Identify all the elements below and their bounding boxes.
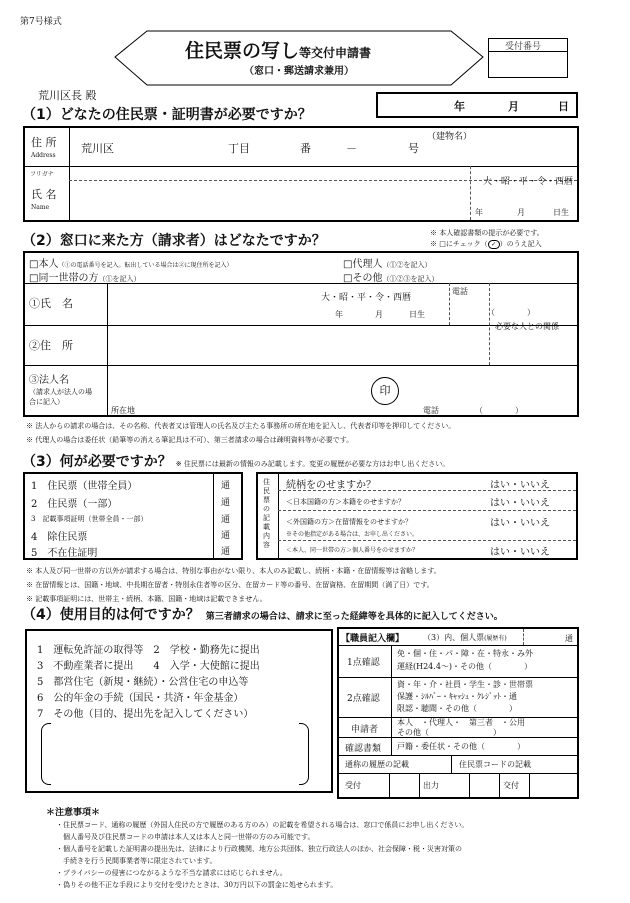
q-relationship: 続柄をのせますか？	[286, 480, 376, 491]
confirm-docs-value: 戸籍・委任状・その他（ ）	[397, 742, 525, 751]
item-1: 1 住民票（世帯全員）	[31, 481, 138, 492]
section-4-heading: （4）使用目的は何ですか？ 第三者請求の場合は、請求に至った経緯等を具体的に記入してください。	[22, 607, 503, 623]
check-other[interactable]: □その他（①②③を記入）	[343, 273, 439, 284]
date-year: 年	[454, 100, 465, 113]
q-residence-note: ※その他指定がある場合は、お申し出ください。	[286, 531, 419, 538]
note-line-5: ・プライバシーの侵害につながるような不当な請求には応じられません。	[56, 869, 287, 877]
staff-box	[337, 627, 579, 799]
section-2-box	[23, 251, 579, 417]
reception-label: 受付	[345, 781, 361, 790]
one-point-docs-2: 運経(H24.4～)・その他（ ）	[397, 662, 533, 671]
delivery-label: 交付	[503, 781, 519, 790]
check-household[interactable]: □同一世帯の方（①を記入）	[29, 273, 141, 284]
item-4: 4 除住民票	[31, 532, 88, 543]
yn-domicile[interactable]: はい・いいえ	[490, 498, 550, 509]
birth-day: 日生	[553, 208, 569, 217]
applicant-phone-paren: （ ）	[487, 308, 535, 317]
check-mark-icon: ✓	[488, 240, 500, 249]
note-agent: ※ 代理人の場合は委任状（鉛筆等の消える筆記具は不可）、第三者請求の場合は疎明資料等が必要です。	[26, 436, 354, 444]
receipt-label: 受付番号	[505, 42, 542, 52]
staff-mynumber: （3）内、個人票(履歴有)	[423, 633, 507, 642]
contents-side-label: 住民票の記載内容	[263, 478, 270, 549]
unit-3: 通	[221, 515, 231, 525]
purpose-6: 6 公的年金の手続（国民・共済・年金基金）	[37, 693, 244, 704]
applicant-month: 月	[375, 310, 383, 319]
two-point-docs-2: 保護・ｼﾙﾊﾞｰ・ｷｬｯｼｭ・ｸﾚｼﾞｯﾄ・通	[397, 692, 517, 701]
applicant-name-label: ①氏 名	[29, 297, 73, 310]
corp-name-label: ③法人名	[29, 375, 69, 386]
title-sub: 等交付申請書	[299, 46, 372, 60]
note-b: ※ 在留情報とは、国籍・地域、中長期在留者・特別永住者等の区分、在留カード等の番号、在留資格、在留期間（満了日）です。	[26, 581, 434, 589]
address-label: 住 所	[31, 136, 57, 149]
receipt-box	[488, 38, 568, 78]
form-number: 第7号様式	[20, 17, 62, 27]
section-1-heading: （1）どなたの住民票・証明書が必要ですか？	[22, 107, 312, 123]
staff-unit: 通	[565, 634, 573, 643]
item-3: 3 記載事項証明（世帯全員・一部）	[31, 515, 148, 523]
birth-year: 年	[475, 208, 483, 217]
go-label: 号	[408, 142, 419, 155]
purpose-7: 7 その他（目的、提出先を記入してください）	[37, 709, 254, 720]
note-line-6: ・偽りその他不正な手段により交付を受けたときは、30万円以下の罰金に処せられます。	[56, 881, 338, 889]
two-point-docs-1: 資・年・介・社員・学生・診・世帯票	[397, 680, 533, 689]
q-mynumber: ＜本人、同一世帯の方＞個人番号をのせますか？	[286, 547, 419, 554]
ban-label: 番	[300, 142, 311, 155]
corp-note-2: 合に記入）	[29, 398, 64, 406]
note-line-3: ・個人番号を記載した証明書の提出先は、法律により行政機関、地方公共団体、独立行政法人のほか、社会保障・税・災害対策の	[56, 845, 462, 853]
staff-title: 【職員記入欄】	[341, 634, 405, 644]
check-note: ※ □にチェック（ ✓ ）のうえ記入	[430, 240, 542, 248]
id-note: ※ 本人確認書類の提示が必要です。	[430, 229, 544, 237]
section-3-heading: （3）何が必要ですか？ ※ 住民票には最新の情報のみ記載します。変更の履歴が必要な方はお申し出ください。	[22, 454, 450, 470]
furigana-label: フリガナ	[30, 171, 54, 178]
check-self[interactable]: □本人（①の電話番号を記入。転出している場合は②に現住所を記入）	[29, 259, 233, 270]
note-line-1: ・住民票コード、通称の履歴（外国人住民の方で履歴のある方のみ）の記載を希望される場合は、窓口で係員にお申し出ください。	[56, 821, 469, 829]
output-label: 出力	[423, 781, 439, 790]
unit-4: 通	[221, 531, 231, 541]
birth-month: 月	[517, 208, 525, 217]
note-c: ※ 記載事項証明には、世帯主・続柄、本籍、国籍・地域は記載できません。	[26, 595, 267, 603]
check-two-point: 2点確認	[347, 694, 380, 704]
unit-1: 通	[221, 481, 231, 491]
item-2: 2 住民票（一部）	[31, 499, 118, 510]
unit-2: 通	[221, 498, 231, 508]
name-label: 氏 名	[31, 188, 57, 201]
applicant-type-1: 本人 ・代理人・ 第三者 ・公用	[397, 718, 525, 727]
purpose-5: 5 都営住宅（新規・継続）・公営住宅の申込等	[37, 677, 249, 688]
confirm-docs-label: 確認書類	[345, 744, 382, 754]
page-title	[185, 36, 371, 63]
dash-label: －	[346, 142, 357, 155]
applicant-eras: 大・昭・平・令・西暦	[321, 293, 412, 303]
birth-eras: 大・昭・平・令・西暦	[483, 177, 574, 187]
item-5: 5 不在住証明	[31, 548, 98, 559]
alias-history-label: 通称の履歴の記載	[345, 760, 409, 769]
note-line-2: 個人番号及び住民票コードの申請は本人又は本人と同一世帯の方のみ可能です。	[56, 833, 315, 841]
corp-location-label: 所在地	[111, 406, 135, 415]
purpose-box	[25, 629, 333, 793]
applicant-day: 日生	[409, 310, 425, 319]
section-2-heading: （2）窓口に来た方（請求者）はどなたですか？	[22, 233, 326, 249]
section-1-box	[23, 126, 579, 222]
yn-relationship[interactable]: はい・いいえ	[490, 480, 550, 491]
q-residence: ＜外国籍の方＞在留情報をのせますか？	[286, 518, 412, 526]
applicant-year: 年	[335, 310, 343, 319]
date-day: 日	[558, 100, 569, 113]
corp-phone-label: 電話	[423, 406, 439, 415]
two-point-docs-3: 限認・聴聞・その他（ ）	[397, 704, 517, 713]
corp-phone-paren: （ ）	[475, 406, 523, 415]
applicant-phone-label: 電話	[452, 287, 468, 296]
channel-note: （窓口・郵送請求兼用）	[244, 66, 354, 77]
resident-code-label: 住民票コードの記載	[459, 760, 531, 769]
seal-mark: 印	[371, 377, 399, 405]
name-en: Name	[31, 204, 50, 211]
unit-5: 通	[221, 547, 231, 557]
title-main: 住民票の写し	[185, 40, 300, 62]
check-agent[interactable]: □代理人（①②を記入）	[343, 259, 432, 270]
section-3-items	[23, 472, 243, 560]
notes-title: ＊注意事項＊	[46, 808, 101, 818]
yn-residence[interactable]: はい・いいえ	[490, 518, 550, 529]
purpose-3-4: 3 不動産業者に提出 4 入学・大使館に提出	[37, 661, 260, 672]
applicant-type-2: その他（ ）	[397, 728, 501, 737]
note-corporate: ※ 法人からの請求の場合は、その名称、代表者又は管理人の氏名及び主たる事務所の所在地を記入し、代表者印等を押印してください。	[26, 422, 456, 430]
section-3-options	[256, 472, 578, 560]
q-domicile: ＜日本国籍の方＞本籍をのせますか？	[286, 498, 405, 506]
addressee: 荒川区長 殿	[38, 89, 97, 102]
date-month: 月	[508, 100, 519, 113]
relation-label: 必要な人との関係	[495, 322, 559, 331]
note-line-4: 手続きを行う民間事業者等に限定されています。	[56, 857, 217, 865]
yn-mynumber[interactable]: はい・いいえ	[490, 547, 550, 558]
address-en: Address	[31, 152, 56, 159]
check-one-point: 1点確認	[347, 658, 380, 668]
building-label: （建物名）	[427, 132, 473, 142]
chome-label: 丁目	[228, 142, 250, 155]
applicant-address-label: ②住 所	[29, 339, 73, 352]
applicant-type-label: 申請者	[351, 725, 379, 735]
date-field[interactable]	[376, 92, 578, 118]
corp-note-1: （請求人が法人の場	[29, 388, 92, 396]
purpose-1-2: 1 運転免許証の取得等 2 学校・勤務先に提出	[37, 645, 260, 656]
ward-name: 荒川区	[81, 142, 114, 155]
one-point-docs-1: 免・個・住・パ・障・在・特永・み外	[397, 649, 533, 658]
bracket-left	[41, 723, 51, 785]
bracket-right	[299, 723, 309, 785]
note-a: ※ 本人及び同一世帯の方以外が請求する場合は、特別な事由がない限り、本人のみ記載し、続柄・本籍・在留情報等は省略します。	[26, 567, 441, 575]
